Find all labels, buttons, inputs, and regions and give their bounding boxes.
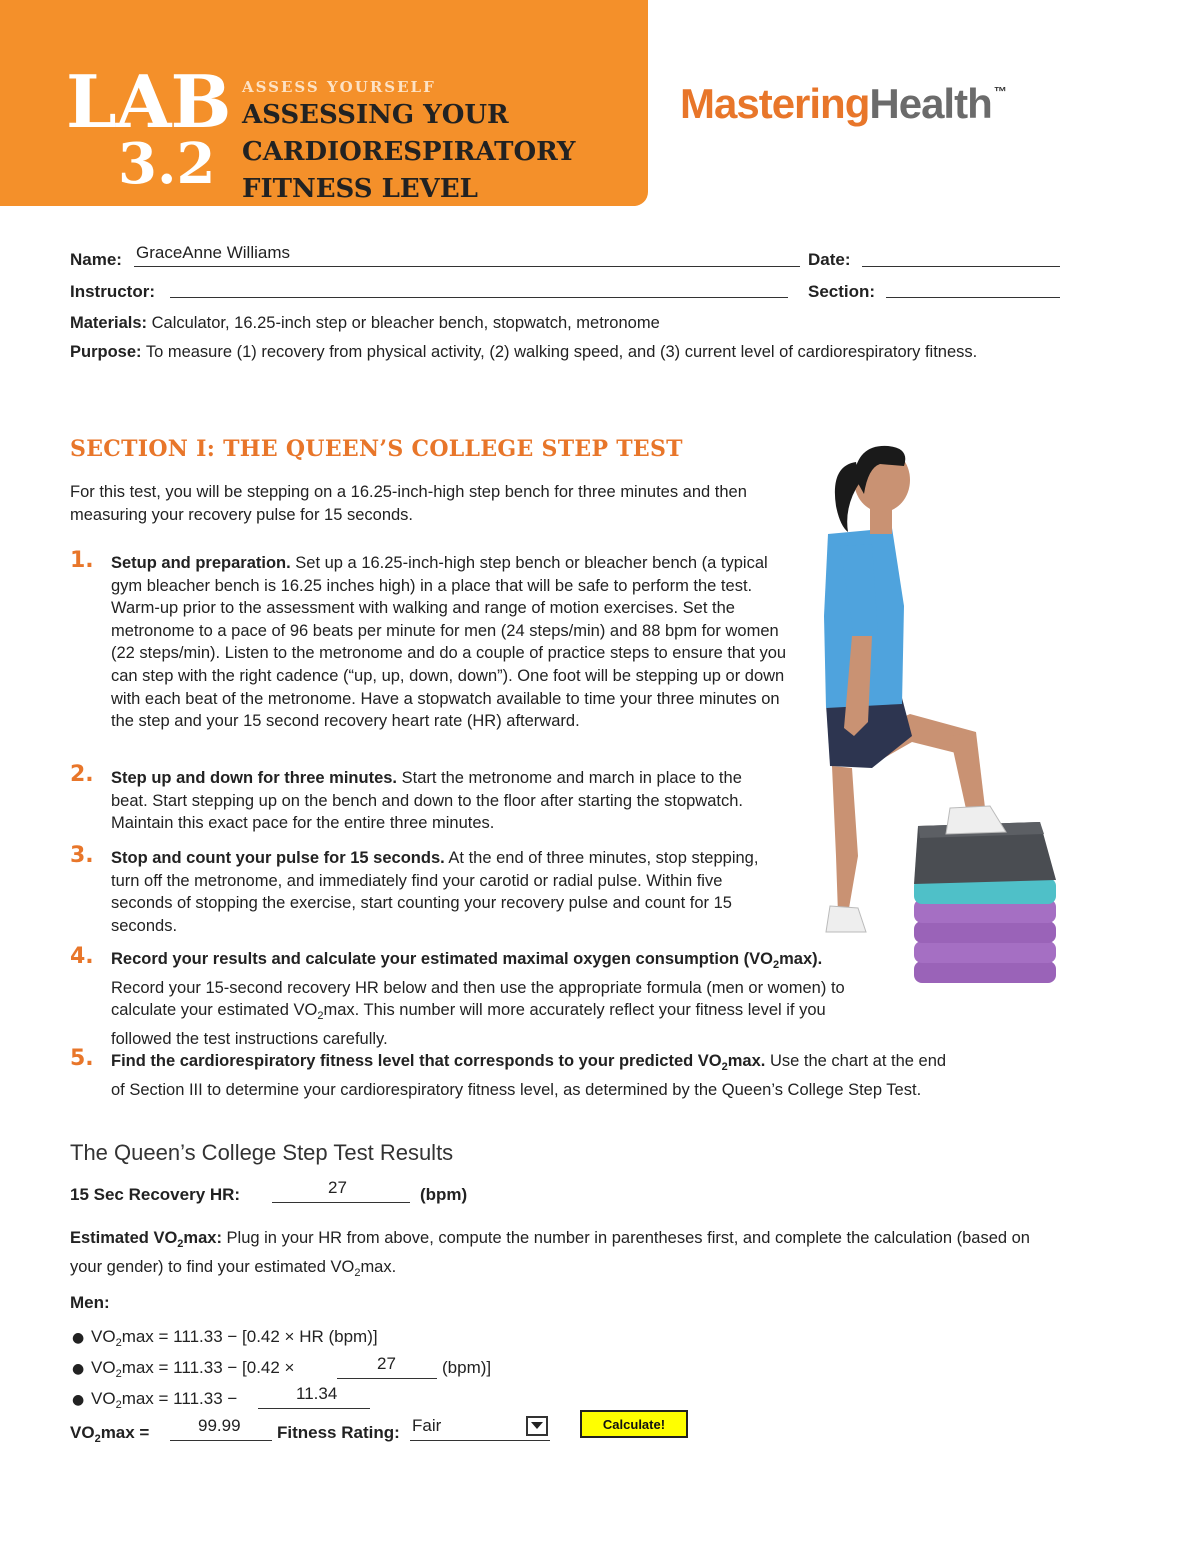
step-1-text	[111, 552, 787, 733]
purpose-text: To measure (1) recovery from physical activity, (2) walking speed, and (3) current level of cardiorespiratory fitness.	[145, 343, 978, 361]
hr-label: 15 Sec Recovery HR:	[70, 1185, 241, 1204]
final-vo2max-label: $VO_2\max$ =	[70, 1423, 150, 1445]
brand-part-1: Mastering	[680, 80, 870, 127]
materials-label: Materials:	[70, 314, 148, 332]
brand-trademark: ™	[993, 84, 1006, 99]
men-label: Men:	[70, 1293, 110, 1312]
step-4-number: 4.	[70, 944, 94, 969]
estimated-paragraph: Estimated $VO_2\max$: Plug in your HR from above, compute the number in parentheses first, and complete the calculation (based on your gender) to find your estimated $VO_2\max$.	[70, 1229, 1030, 1279]
fitness-rating-select[interactable]: Fair	[412, 1416, 442, 1435]
step-2-number: 2.	[70, 762, 94, 787]
name-field[interactable]: GraceAnne Williams	[136, 243, 290, 262]
purpose-paragraph	[70, 341, 1050, 364]
section-heading: SECTION I: THE QUEEN’S COLLEGE STEP TEST	[70, 436, 683, 462]
step-4-text: Record your results and calculate your estimated maximal oxygen consumption $(VO_2\max)$. Record your 15-second recovery HR below and then use the appropriate formula (men or women) to calculate your estimated $VO_2\max$. This number will more accurately reflect your fitness level if you followed the test instructions carefully.	[111, 950, 845, 1048]
step-2-body: Start the metronome and march in place to the beat. Start stepping up on the bench and down to the floor after starting the stopwatch. Maintain this exact pace for the entire three minutes.	[111, 769, 743, 833]
brand-part-2: Health	[869, 80, 992, 127]
lab-label: LAB	[66, 59, 231, 144]
formula-2-tail: (bpm)]	[442, 1358, 492, 1377]
instructor-field[interactable]	[170, 297, 788, 298]
step-1-number: 1.	[70, 548, 94, 573]
shorts	[826, 698, 912, 768]
name-label: Name:	[70, 250, 122, 269]
formula-2: $VO_2\max = 111.33 - [0.42$ ×	[91, 1358, 295, 1380]
step-3-number: 3.	[70, 843, 94, 868]
final-vo2max-underline	[170, 1440, 272, 1441]
instructor-label: Instructor:	[70, 282, 155, 301]
purple-riser-2	[914, 921, 1056, 943]
fitness-rating-underline	[410, 1440, 550, 1441]
materials-text: Calculator, 16.25-inch step or bleacher bench, stopwatch, metronome	[151, 314, 660, 332]
chevron-down-icon	[530, 1421, 544, 1431]
date-field[interactable]	[862, 266, 1060, 267]
section-field[interactable]	[886, 297, 1060, 298]
purple-riser-3	[914, 941, 1056, 963]
lab-title-line-3: FITNESS LEVEL	[242, 174, 478, 204]
purple-riser-4	[914, 961, 1056, 983]
formula-3: $VO_2\max = 111.33$ −	[91, 1389, 238, 1411]
section-label: Section:	[808, 282, 876, 301]
step-1-title: Setup and preparation.	[111, 554, 291, 572]
dropdown-button[interactable]	[526, 1416, 548, 1436]
lab-title-line-2: CARDIORESPIRATORY	[242, 137, 576, 167]
lab-number: 3.2	[118, 131, 216, 197]
step-3-text	[111, 847, 787, 937]
formula-1: $VO_2\max = 111.33 - [0.42$ × HR (bpm)]	[91, 1327, 378, 1349]
step-3-body: At the end of three minutes, stop stepping, turn off the metronome, and immediately find your carotid or radial pulse. Within five seconds of stopping the exercise, start counting your recovery pulse and count for 15 seconds.	[111, 849, 759, 935]
vo2max-result-field[interactable]: 99.99	[198, 1416, 241, 1435]
date-label: Date:	[808, 250, 851, 269]
bullet-icon: ●	[72, 1361, 85, 1377]
hr-underline	[272, 1202, 410, 1203]
formula-3-product-field[interactable]: 11.34	[296, 1384, 338, 1403]
bullet-icon: ●	[72, 1330, 85, 1346]
step-2-text	[111, 767, 779, 835]
mastering-health-logo	[680, 80, 1006, 128]
name-underline	[134, 266, 800, 267]
step-5-number: 5.	[70, 1046, 94, 1071]
fitness-rating-label: Fitness Rating:	[277, 1423, 400, 1442]
results-heading: The Queen’s College Step Test Results	[70, 1140, 454, 1165]
hr-input[interactable]: 27	[328, 1178, 347, 1197]
step-4-title: Record your results and calculate your estimated maximal oxygen consumption $(VO_2\max)$.	[111, 950, 823, 971]
kicker-label: ASSESS YOURSELF	[242, 78, 436, 96]
materials-paragraph	[70, 312, 1050, 335]
formula-3-underline	[258, 1408, 370, 1409]
purpose-label: Purpose:	[70, 343, 142, 361]
hr-unit: (bpm)	[420, 1185, 468, 1204]
step-1-body: Set up a 16.25-inch-high step bench or bleacher bench (a typical gym bleacher bench is 16.25 inches high) in a place that will be safe to perform the test. Warm-up prior to the assessment with walking and range of motion exercises. Set the metronome to a pace of 96 beats per minute for men (24 steps/min) and 88 bpm for women (22 steps/min). Listen to the metronome and do a couple of practice steps to ensure that you can step with the right cadence (“up, up, down, down”). One foot will be stepping up or down with each beat of the metronome. Have a stopwatch available to time your three minutes on the step and your 15 second recovery heart rate (HR) afterward.	[111, 554, 787, 731]
section-intro: For this test, you will be stepping on a 16.25-inch-high step bench for three minutes and then measuring your recovery pulse for 15 seconds.	[70, 483, 747, 524]
estimated-label: Estimated $VO_2\max$:	[70, 1229, 222, 1250]
lab-title-line-1: ASSESSING YOUR	[242, 100, 509, 130]
calculate-button[interactable]: Calculate!	[580, 1410, 688, 1438]
step-5-title: Find the cardiorespiratory fitness level that corresponds to your predicted $VO_2\max$.	[111, 1052, 766, 1073]
formula-2-underline	[337, 1378, 437, 1379]
bullet-icon: ●	[72, 1392, 85, 1408]
formula-2-hr-field[interactable]: 27	[377, 1354, 396, 1373]
step-2-title: Step up and down for three minutes.	[111, 769, 398, 787]
step-5-text: Find the cardiorespiratory fitness level that corresponds to your predicted $VO_2\max$. Use the chart at the end of Section III to determine your cardiorespiratory fitness level, as determined by the Queen’s College Step Test.	[111, 1052, 947, 1099]
woman-stepping-on-bench-photo	[800, 436, 1070, 1016]
step-3-title: Stop and count your pulse for 15 seconds.	[111, 849, 445, 867]
